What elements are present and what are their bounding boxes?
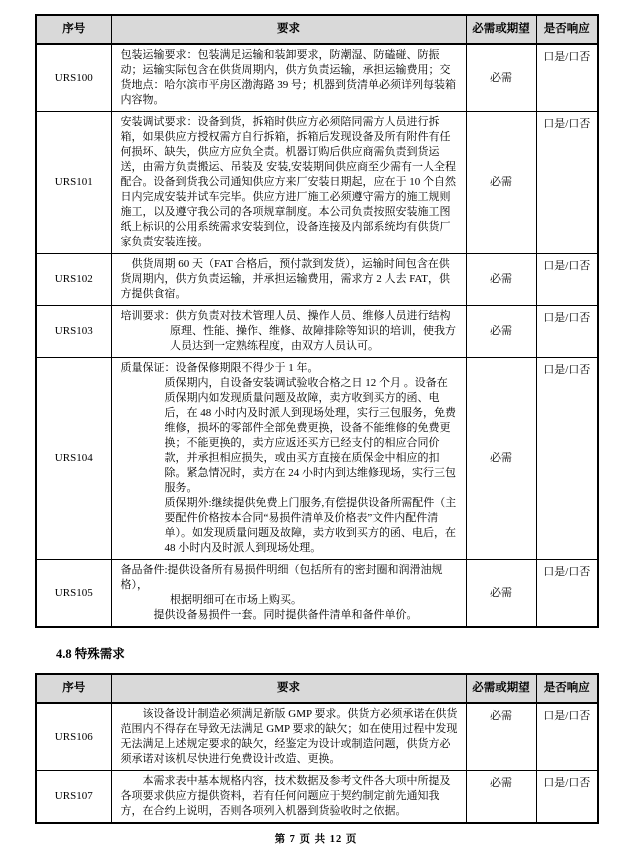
urs-id-cell: URS102 [36,254,111,306]
urs-id-cell: URS104 [36,358,111,560]
table-row-URS107 [36,771,598,824]
requirement-cell [111,703,466,771]
response-cell: 口是/口否 [536,560,598,628]
table-row-URS106 [36,703,598,771]
table-row-URS100 [36,44,598,112]
requirement-cell [111,358,466,560]
necessity-cell: 必需 [466,44,536,112]
requirement-cell [111,560,466,628]
necessity-cell: 必需 [466,771,536,824]
general-requirements-table [35,14,599,628]
requirement-cell [111,254,466,306]
column-header-1: 要求 [111,15,466,44]
column-header-0: 序号 [36,15,111,44]
special-requirements-table [35,673,599,824]
requirement-cell [111,44,466,112]
requirement-paragraph: 质量保证：设备保修期限不得少于 1 年。 [120,362,319,374]
requirement-paragraph: 供货周期 60 天（FAT 合格后，预付款到发货），运输时间包含在供货周期内，供方负责运输，并承担运输费用，需求方 2 人去 FAT，供方提供食宿。 [120,258,450,300]
column-header-1: 要求 [111,674,466,703]
response-cell: 口是/口否 [536,771,598,824]
urs-id-cell: URS103 [36,306,111,358]
requirement-paragraph: 备品备件:提供设备所有易损件明细（包括所有的密封圈和润滑油规格）， [120,564,443,591]
requirement-paragraph: 包装运输要求：包装满足运输和装卸要求，防潮湿、防磕碰、防振动；运输实际包含在供货周期内，供方负责运输，承担运输费用；交货地点：哈尔滨市平房区渤海路 39 号；机器到货清单必须详列每装箱内容物。 [120,49,456,106]
page-footer: 第 7 页 共 12 页 [274,834,358,845]
response-cell: 口是/口否 [536,358,598,560]
column-header-3: 是否响应 [536,15,598,44]
necessity-cell: 必需 [466,306,536,358]
column-header-3: 是否响应 [536,674,598,703]
header-row [36,15,598,44]
necessity-cell: 必需 [466,254,536,306]
urs-id-cell: URS107 [36,771,111,824]
header-row [36,674,598,703]
requirement-paragraph: 质保期内，自设备安装调试验收合格之日 12 个月 。设备在质保期内如发现质量问题及故障，卖方收到买方的函、电后，在 48 小时内及时派人到现场处理，实行三包服务，免费维修，损坏的零部件全部免费更换，设备不能维修的免费更换；不能更换的，卖方应返还买方已经支付的相应合同价款，并承担相应损失，或由买方直接在质保金中相应的扣除。紧急情况时，卖方在 24 小时内到达维修现场，实行三包服务。 [164,377,456,494]
necessity-cell: 必需 [466,358,536,560]
requirement-paragraph: 提供设备易损件一套。同时提供备件清单和备件单价。 [153,609,418,621]
response-cell: 口是/口否 [536,44,598,112]
requirement-cell [111,112,466,254]
column-header-2: 必需或期望 [466,674,536,703]
necessity-cell: 必需 [466,112,536,254]
urs-id-cell: URS105 [36,560,111,628]
column-header-0: 序号 [36,674,111,703]
necessity-cell: 必需 [466,560,536,628]
urs-id-cell: URS106 [36,703,111,771]
urs-id-cell: URS101 [36,112,111,254]
urs-id-cell: URS100 [36,44,111,112]
table-row-URS101 [36,112,598,254]
table-row-URS105 [36,560,598,628]
column-header-2: 必需或期望 [466,15,536,44]
requirement-paragraph: 根据明细可在市场上购买。 [170,594,302,606]
response-cell: 口是/口否 [536,112,598,254]
requirement-paragraph: 该设备设计制造必须满足新版 GMP 要求。供货方必须承诺在供货范围内不得存在导致无法满足 GMP 要求的缺欠；如在使用过程中发现无法满足上述规定要求的缺欠，经鉴定为设计或制造问题，供货方必须承诺对该机尽快进行免费设计改造、更换。 [120,708,458,765]
requirement-paragraph: 培训要求：供方负责对技术管理人员、操作人员、维修人员进行结构原理、性能、操作、维修、故障排除等知识的培训，使我方人员达到一定熟练程度，由双方人员认可。 [120,310,456,352]
requirement-paragraph: 质保期外:继续提供免费上门服务,有偿提供设备所需配件（主要配件价格按本合同“易损件清单及价格表”文件内配件清单）。如发现质量问题及故障，卖方收到买方的函、电后，在48 小时内及时派人到现场处理。 [164,497,457,554]
table-row-URS104 [36,358,598,560]
necessity-cell: 必需 [466,703,536,771]
requirement-paragraph: 本需求表中基本规格内容，技术数据及参考文件各大项中所提及各项要求供应方提供资料，若有任何问题应于契约制定前先通知我方，在合约上说明，否则各项列入机器到货验收时之依据。 [120,775,451,817]
requirement-cell [111,306,466,358]
response-cell: 口是/口否 [536,306,598,358]
requirement-paragraph: 安装调试要求：设备到货，拆箱时供应方必须陪同需方人员进行拆箱，如果供应方授权需方自行拆箱，拆箱后发现设备及所有附件有任何损坏、缺失，供应方应负全责。机器订购后供应商需负责到货运送，由需方负责搬运、吊装及 安装,安装期间供应商至少需有一人全程配合。设备到货我公司通知供应方来厂安装日期起，应在于 10 个自然日内完成安装并试车完毕。供应方进厂施工必须遵守需方的施工规则施工，以及遵守我公司的各项规章制度。本公司负责按照安装施工图纸上标识的公用系统需求安装到位，设备连接及内部系统均有供货厂家负责安装连接。 [120,116,456,248]
table-row-URS103 [36,306,598,358]
requirement-cell [111,771,466,824]
response-cell: 口是/口否 [536,254,598,306]
section-heading: 4.8 特殊需求 [56,647,125,661]
response-cell: 口是/口否 [536,703,598,771]
table-row-URS102 [36,254,598,306]
